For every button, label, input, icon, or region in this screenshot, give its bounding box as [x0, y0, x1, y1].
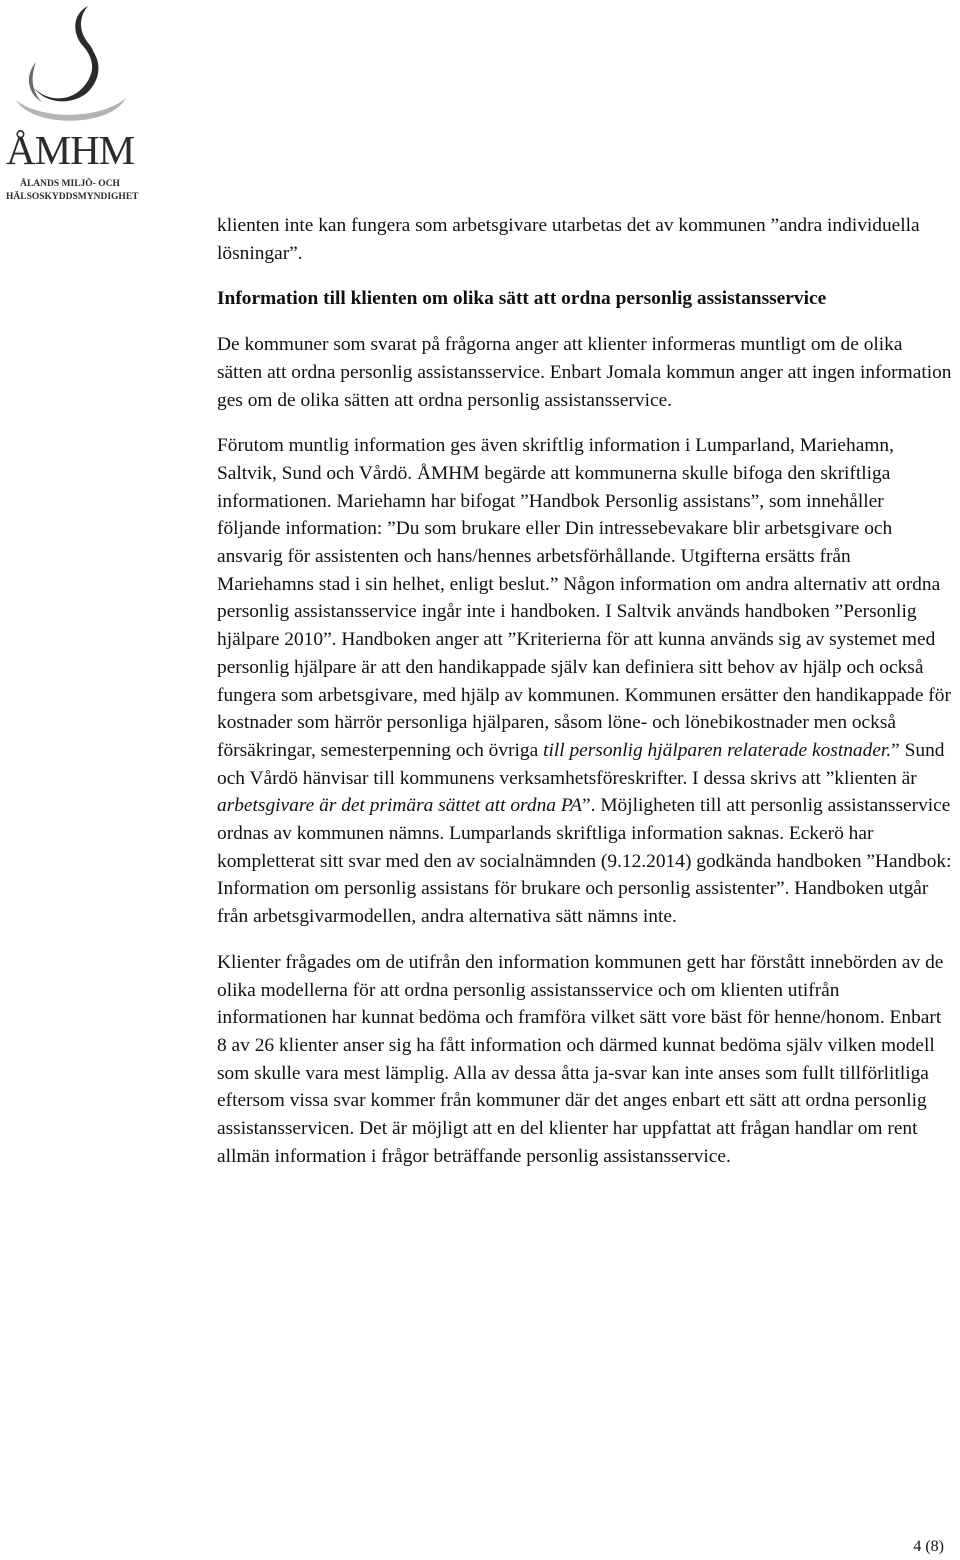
section-heading: Information till klienten om olika sätt att ordna personlig assistansservice: [217, 288, 827, 310]
logo-subtitle-line1: ÅLANDS MILJÖ- OCH: [20, 179, 120, 189]
logo-emblem-icon: [6, 0, 134, 132]
paragraph-text: ”. Möjligheten till att personlig assistansservice ordnas av kommunen nämns. Lumparlands skriftliga information saknas. Eckerö har kompletterat sitt svar med den av socialnämnden (9.12.2014) godkända handboken ”Handbok: Information om personlig assistans för brukare och personlig assistenter”. Handboken utgår från arbetsgivarmodellen, andra alternativa sätt nämns inte.: [217, 795, 952, 928]
paragraph-text: ” Sund och Vårdö hänvisar till kommunens verksamhetsföreskrifter. I dessa skrivs att ”klienten är: [217, 739, 945, 789]
paragraph-text: Förutom muntlig information ges även skriftlig information i Lumparland, Mariehamn, Saltvik, Sund och Vårdö. ÅMHM begärde att kommunerna skulle bifoga den skriftliga informationen. Mariehamn har bifogat ”Handbok Personlig assistans”, som innehåller följande information: ”Du som brukare eller Din intressebevakare blir arbetsgivare och ansvarig för assistenten och hans/hennes arbetsförhållande. Utgifterna ersätts från Mariehamns stad i sin helhet, enligt beslut.” Någon information om andra alternativ att ordna personlig assistansservice ingår inte i handboken. I Saltvik används handboken ”Personlig hjälpare 2010”. Handboken anger att ”Kriterierna för att kunna används sig av systemet med personlig hjälpare är att den handikappade själv kan definiera sitt behov av hjälp och också fungera som arbetsgivare, med hjälp av kommunen. Kommunen ersätter den handikappade för kostnader som härrör personliga hjälparen, såsom löne- och lönebikostnader men också försäkringar, semesterpenning och övriga: [217, 435, 951, 761]
italic-quote: till personlig hjälparen relaterade kostnader.: [543, 739, 892, 761]
logo-title: ÅMHM: [6, 127, 135, 173]
page-number: 4 (8): [913, 1538, 944, 1555]
italic-quote: arbetsgivare är det primära sättet att ordna PA: [217, 795, 583, 817]
logo-subtitle-line2: HÄLSOSKYDDSMYNDIGHET: [6, 192, 139, 202]
paragraph-client-survey: Klienter frågades om de utifrån den information kommunen gett har förstått innebörden av de olika modellerna för att ordna personlig assistansservice och om klienten utifrån informationen har kunnat bedöma och framföra vilket sätt vore bäst för henne/honom. Enbart 8 av 26 klienter anser sig ha fått information och därmed kunnat bedöma själv vilken modell som skulle vara mest lämplig. Alla av dessa åtta ja-svar kan inte anses som fullt tillförlitliga eftersom vissa svar kommer från kommuner där det anges enbart ett sätt att ordna personlig assistansservicen. Det är möjligt att en del klienter har uppfattat att frågan handlar om rent allmän information i frågor beträffande personlig assistansservice.: [217, 951, 944, 1167]
intro-paragraph: klienten inte kan fungera som arbetsgivare utarbetas det av kommunen ”andra individuella lösningar”.: [217, 215, 920, 264]
paragraph-written-information: [217, 432, 952, 931]
document-body: [217, 212, 952, 1189]
organization-logo: [6, 0, 139, 210]
paragraph-verbal-information: De kommuner som svarat på frågorna anger att klienter informeras muntligt om de olika sätten att ordna personlig assistansservice. Enbart Jomala kommun anger att ingen information ges om de olika sätten att ordna personlig assistansservice.: [217, 334, 952, 411]
